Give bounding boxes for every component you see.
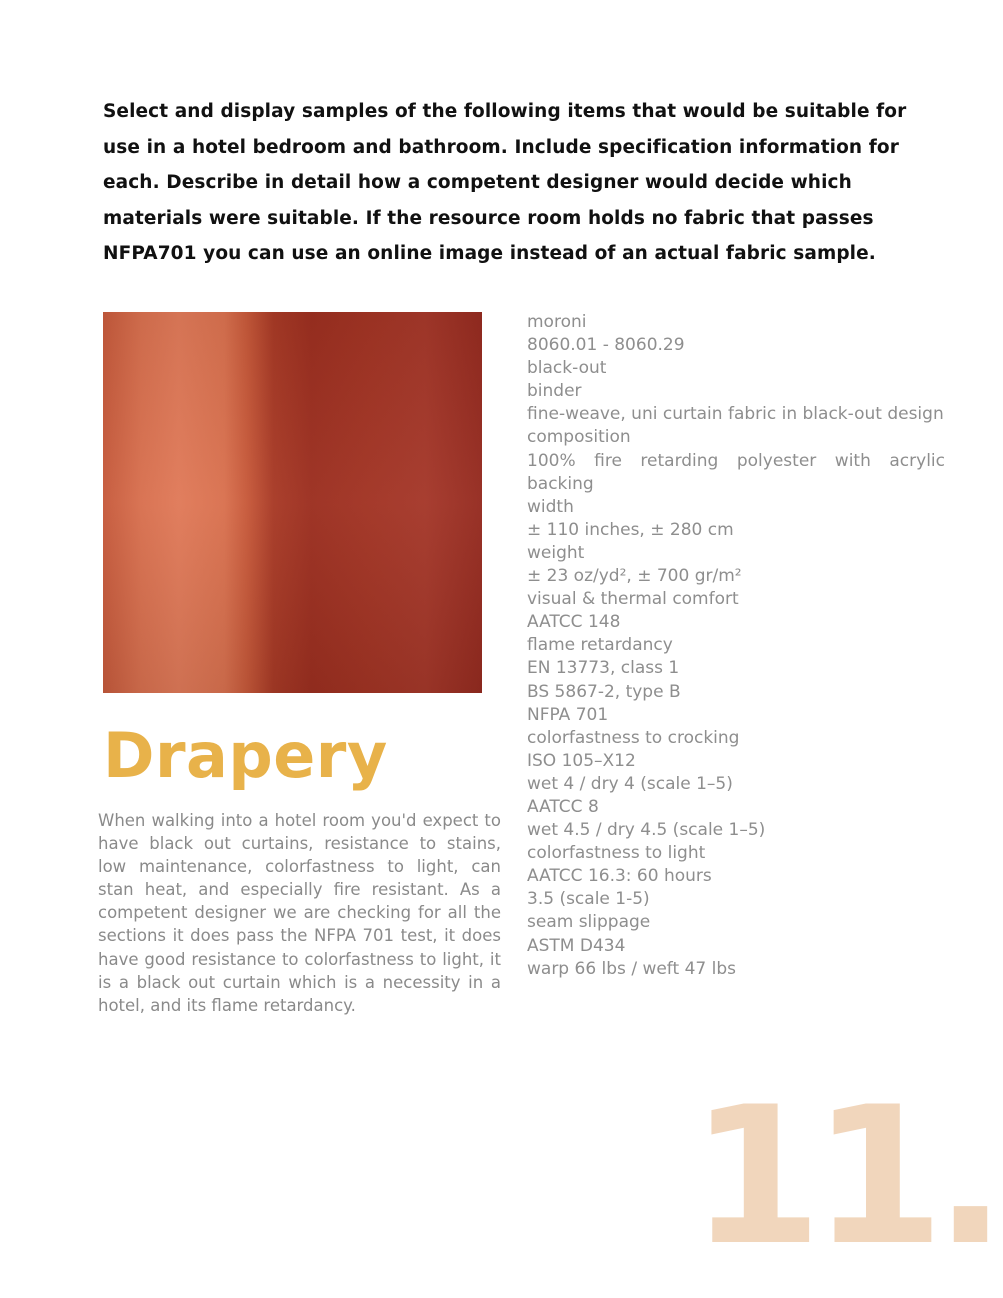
- section-description: When walking into a hotel room you'd expect to have black out curtains, resistance to stains, low maintenance, colorfastness to light, can stan heat, and especially fire resistant. As a competent designer we are checking for all the sections it does pass the NFPA 701 test, it does have good resistance to colorfastness to light, it is a black out curtain which is a necessity in a hotel, and its flame retardancy.: [98, 811, 501, 1015]
- page-number: 11.: [690, 1066, 997, 1287]
- spec-item: AATCC 8: [527, 796, 599, 817]
- spec-item: colorfastness to crocking: [527, 727, 740, 748]
- spec-item: binder: [527, 381, 582, 402]
- spec-item: 100% fire retarding polyester with acrylic backing: [527, 450, 945, 494]
- spec-item: ASTM D434: [527, 935, 626, 956]
- spec-item: black-out: [527, 358, 607, 379]
- spec-item: 3.5 (scale 1-5): [527, 889, 650, 910]
- spec-item: ± 110 inches, ± 280 cm: [527, 519, 734, 540]
- spec-item: ISO 105–X12: [527, 750, 636, 771]
- spec-item: 8060.01 - 8060.29: [527, 335, 685, 356]
- spec-item: seam slippage: [527, 912, 651, 933]
- spec-item: NFPA 701: [527, 704, 609, 725]
- spec-item: width: [527, 496, 574, 517]
- spec-item: warp 66 lbs / weft 47 lbs: [527, 958, 736, 979]
- spec-item: EN 13773, class 1: [527, 658, 680, 679]
- spec-item: AATCC 148: [527, 612, 621, 633]
- drapery-fabric-sample-image: [103, 312, 482, 693]
- spec-item: ± 23 oz/yd², ± 700 gr/m²: [527, 566, 742, 587]
- assignment-prompt: Select and display samples of the following items that would be suitable for use in a hotel bedroom and bathroom. Include specification information for each. Describe in detail how a competent designer would decide which materials were suitable. If the resource room holds no fabric that passes NFPA701 you can use an online image instead of an actual fabric sample.: [103, 101, 907, 264]
- spec-item: moroni: [527, 312, 587, 332]
- specification-list: [527, 311, 945, 981]
- spec-item: composition: [527, 427, 631, 448]
- spec-item: flame retardancy: [527, 635, 673, 656]
- spec-item: BS 5867-2, type B: [527, 681, 681, 702]
- spec-item: AATCC 16.3: 60 hours: [527, 866, 712, 887]
- spec-item: wet 4 / dry 4 (scale 1–5): [527, 773, 733, 794]
- spec-item: colorfastness to light: [527, 843, 706, 864]
- spec-item: wet 4.5 / dry 4.5 (scale 1–5): [527, 820, 766, 841]
- section-title: Drapery: [103, 719, 388, 792]
- spec-item: weight: [527, 542, 585, 563]
- spec-item: visual & thermal comfort: [527, 589, 739, 610]
- spec-item: fine-weave, uni curtain fabric in black-out design: [527, 404, 944, 425]
